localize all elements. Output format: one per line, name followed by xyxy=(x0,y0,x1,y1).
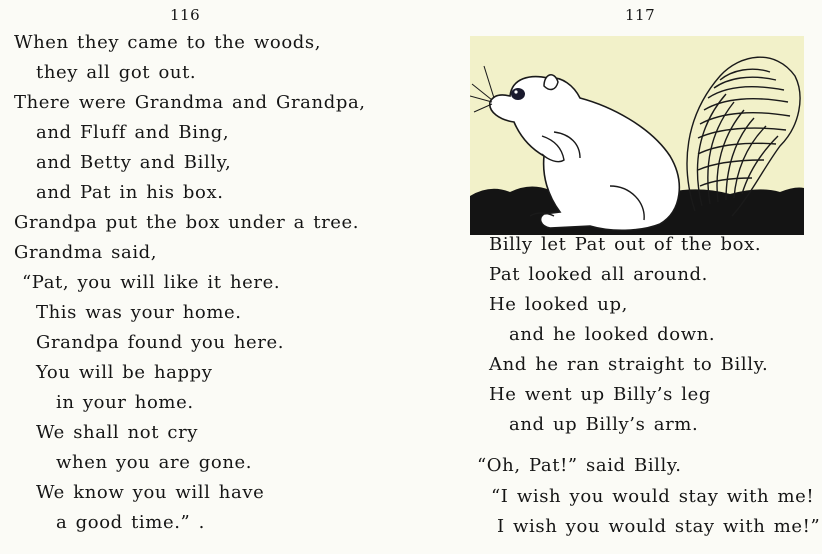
text-line: “Oh, Pat!” said Billy. xyxy=(477,455,682,476)
text-line: This was your home. xyxy=(36,302,242,323)
text-line: He looked up, xyxy=(489,294,628,315)
text-line: and he looked down. xyxy=(509,324,716,345)
text-line: Billy let Pat out of the box. xyxy=(489,234,762,255)
right-page xyxy=(411,0,822,554)
text-line: when you are gone. xyxy=(56,452,253,473)
text-line: Grandma said, xyxy=(14,242,158,263)
text-line: I wish you would stay with me!” xyxy=(497,516,821,537)
page-number-right: 117 xyxy=(625,6,656,24)
text-line: and Pat in his box. xyxy=(36,182,224,203)
text-line: There were Grandma and Grandpa, xyxy=(14,92,366,113)
text-line: You will be happy xyxy=(36,362,213,383)
text-line: He went up Billy’s leg xyxy=(489,384,711,405)
text-line: in your home. xyxy=(56,392,194,413)
text-line: We know you will have xyxy=(36,482,265,503)
text-line: Grandpa put the box under a tree. xyxy=(14,212,360,233)
text-line: We shall not cry xyxy=(36,422,199,443)
text-line: When they came to the woods, xyxy=(14,32,322,53)
squirrel-illustration xyxy=(470,36,804,235)
page-number-left: 116 xyxy=(170,6,201,24)
text-line: Grandpa found you here. xyxy=(36,332,285,353)
squirrel-icon xyxy=(470,36,804,235)
text-line: and Fluff and Bing, xyxy=(36,122,230,143)
text-line: “Pat, you will like it here. xyxy=(22,272,281,293)
text-line: a good time.” . xyxy=(56,512,205,533)
text-line: Pat looked all around. xyxy=(489,264,708,285)
text-line: “I wish you would stay with me! xyxy=(491,486,815,507)
text-line: they all got out. xyxy=(36,62,197,83)
text-line: and Betty and Billy, xyxy=(36,152,232,173)
text-line: And he ran straight to Billy. xyxy=(489,354,769,375)
text-line: and up Billy’s arm. xyxy=(509,414,699,435)
